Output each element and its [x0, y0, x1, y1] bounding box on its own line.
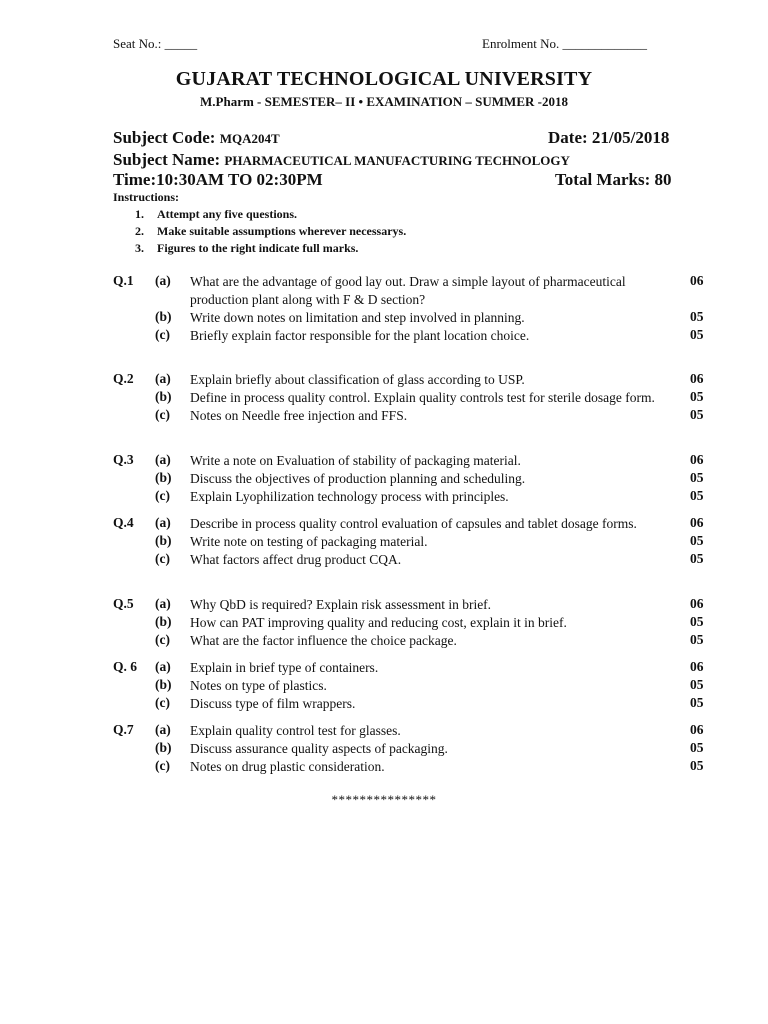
part-label: (b) — [155, 470, 172, 485]
question-label: Q.3 — [113, 452, 134, 467]
marks: 06 — [690, 452, 704, 467]
question-text: Notes on drug plastic consideration. — [190, 759, 385, 774]
part-label: (b) — [155, 309, 172, 324]
part-label: (b) — [155, 740, 172, 755]
question-text: Explain briefly about classification of glass according to USP. — [190, 372, 525, 387]
part-label: (a) — [155, 596, 171, 611]
question-text: Write note on testing of packaging material. — [190, 534, 428, 549]
part-label: (a) — [155, 659, 171, 674]
subject-name-value: PHARMACEUTICAL MANUFACTURING TECHNOLOGY — [224, 153, 570, 168]
question-label: Q.4 — [113, 515, 134, 530]
part-label: (c) — [155, 551, 170, 566]
part-label: (a) — [155, 371, 171, 386]
question-text: Define in process quality control. Explain quality controls test for sterile dosage form. — [190, 390, 655, 405]
question-label: Q.2 — [113, 371, 134, 386]
marks: 05 — [690, 309, 704, 324]
instructions-list — [135, 206, 406, 257]
question-text: How can PAT improving quality and reducing cost, explain it in brief. — [190, 615, 567, 630]
question-label: Q.5 — [113, 596, 134, 611]
part-label: (b) — [155, 533, 172, 548]
question-3 — [0, 452, 768, 506]
instruction-item: 3. Figures to the right indicate full marks. — [135, 241, 359, 255]
part-label: (c) — [155, 407, 170, 422]
question-2 — [0, 371, 768, 425]
marks: 05 — [690, 632, 704, 647]
marks: 05 — [690, 533, 704, 548]
part-label: (a) — [155, 273, 171, 288]
marks: 06 — [690, 371, 704, 386]
question-label: Q.7 — [113, 722, 134, 737]
question-1 — [0, 273, 768, 345]
subject-code — [113, 128, 280, 148]
question-5 — [0, 596, 768, 650]
question-text: Notes on Needle free injection and FFS. — [190, 408, 408, 423]
instruction-item: 1. Attempt any five questions. — [135, 207, 297, 221]
part-label: (c) — [155, 488, 170, 503]
marks: 05 — [690, 677, 704, 692]
part-label: (b) — [155, 614, 172, 629]
question-text: What are the advantage of good lay out. Draw a simple layout of pharmaceutical production plant along with F & D section? — [190, 274, 626, 307]
question-label: Q. 6 — [113, 659, 138, 674]
instruction-item: 2. Make suitable assumptions wherever necessarys. — [135, 224, 407, 238]
marks: 05 — [690, 407, 704, 422]
total-marks: Total Marks: 80 — [555, 170, 672, 189]
instructions-title: Instructions: — [113, 190, 180, 204]
question-7 — [0, 722, 768, 776]
marks: 05 — [690, 758, 704, 773]
question-text: Write down notes on limitation and step involved in planning. — [190, 310, 525, 325]
question-text: Notes on type of plastics. — [190, 678, 327, 693]
part-label: (a) — [155, 515, 171, 530]
exam-time: Time:10:30AM TO 02:30PM — [113, 170, 323, 189]
part-label: (c) — [155, 632, 170, 647]
seat-number: Seat No.: _____ — [113, 36, 198, 51]
subject-code-label: Subject Code: — [113, 128, 216, 147]
question-text: Briefly explain factor responsible for the plant location choice. — [190, 328, 530, 343]
question-text: Why QbD is required? Explain risk assessment in brief. — [190, 597, 492, 612]
marks: 05 — [690, 389, 704, 404]
question-text: Explain Lyophilization technology process with principles. — [190, 489, 509, 504]
subject-name-label: Subject Name: — [113, 150, 221, 169]
question-6 — [0, 659, 768, 713]
part-label: (c) — [155, 327, 170, 342]
university-title: GUJARAT TECHNOLOGICAL UNIVERSITY — [175, 68, 593, 90]
part-label: (b) — [155, 677, 172, 692]
marks: 05 — [690, 551, 704, 566]
question-label: Q.1 — [113, 273, 134, 288]
marks: 06 — [690, 659, 704, 674]
question-text: What are the factor influence the choice package. — [190, 633, 457, 648]
enrolment-number: Enrolment No. _____________ — [482, 36, 648, 51]
marks: 06 — [690, 273, 704, 288]
end-of-paper-stars: *************** — [331, 792, 437, 807]
marks: 05 — [690, 488, 704, 503]
part-label: (a) — [155, 722, 171, 737]
question-text: Discuss type of film wrappers. — [190, 696, 356, 711]
part-label: (c) — [155, 758, 170, 773]
part-label: (b) — [155, 389, 172, 404]
marks: 06 — [690, 515, 704, 530]
subject-code-value: MQA204T — [219, 131, 280, 146]
exam-date: Date: 21/05/2018 — [548, 128, 670, 147]
marks: 05 — [690, 614, 704, 629]
part-label: (a) — [155, 452, 171, 467]
question-text: What factors affect drug product CQA. — [190, 552, 402, 567]
marks: 06 — [690, 596, 704, 611]
question-4 — [0, 515, 768, 569]
marks: 05 — [690, 695, 704, 710]
part-label: (c) — [155, 695, 170, 710]
marks: 05 — [690, 327, 704, 342]
question-text: Discuss the objectives of production planning and scheduling. — [190, 471, 526, 486]
question-text: Describe in process quality control evaluation of capsules and tablet dosage forms. — [190, 516, 637, 531]
question-text: Discuss assurance quality aspects of packaging. — [190, 741, 448, 756]
question-text: Write a note on Evaluation of stability of packaging material. — [190, 453, 521, 468]
subject-name — [113, 150, 570, 170]
marks: 05 — [690, 470, 704, 485]
question-text: Explain in brief type of containers. — [190, 660, 379, 675]
marks: 06 — [690, 722, 704, 737]
question-text: Explain quality control test for glasses. — [190, 723, 401, 738]
marks: 05 — [690, 740, 704, 755]
exam-line: M.Pharm - SEMESTER– II • EXAMINATION – SUMMER -2018 — [200, 94, 568, 109]
